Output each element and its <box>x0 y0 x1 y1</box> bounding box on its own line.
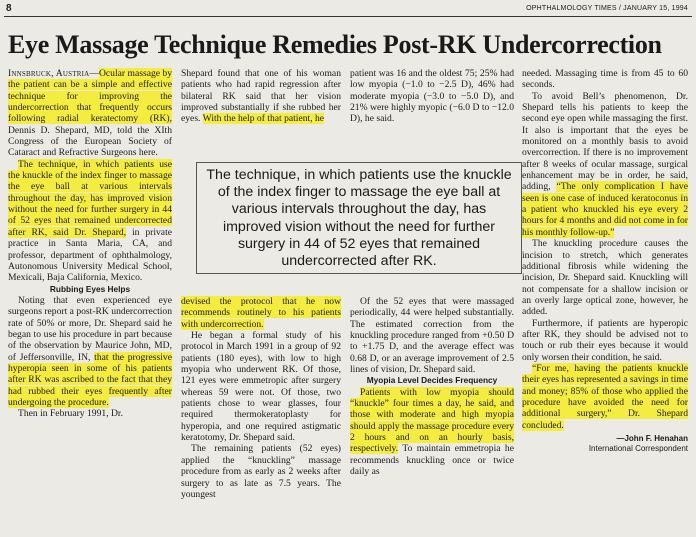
dateline: Innsbruck, Austria <box>8 68 90 79</box>
byline <box>522 434 688 454</box>
paragraph: Then in February 1991, Dr. <box>18 408 123 420</box>
byline-author: —John F. Henahan <box>616 434 688 443</box>
highlighted-text: devised the protocol that he now recommends routinely to his patients with undercorrection. <box>181 296 341 330</box>
paragraph <box>181 296 341 330</box>
highlighted-text: With the help of that patient, he <box>202 113 325 125</box>
highlighted-text: “The only complication I have seen is one case of induced keratoconus in a patient who knuckled his eye every 2 hours for 4 months and did not come in for his monthly follow-up.” <box>522 181 688 238</box>
publication-line: OPHTHALMOLOGY TIMES / JANUARY 15, 1994 <box>526 5 688 12</box>
paragraph <box>350 387 514 478</box>
paragraph <box>8 159 172 284</box>
paragraph-text: in private practice in Santa Maria, CA, and professor, department of ophthalmology, Autonomous University Medical School, Mexicali, Baja California, Mexico. <box>8 226 172 284</box>
paragraph <box>522 363 688 431</box>
paragraph: Of the 52 eyes that were massaged periodically, 44 were helped substantially. The estimated correction from the knuckling procedure ranged from +0.50 D to +1.75 D, and the average effect was 0.68 D, or an average improvement of 2.5 lines of vision, Dr. Shepard said. <box>350 296 514 376</box>
paragraph-text: Shepard found that one of his woman patients who had rapid regression after bilateral RK said that her vision improved substantially if she rubbed her eyes. <box>181 68 341 125</box>
paragraph: patient was 16 and the oldest 75; 25% had low myopia (−1.0 to −2.5 D), 46% had moderate myopia (−3.0 to −5.0 D), and 21% were highly myopic (−6.0 D to −12.0 D), he said. <box>350 68 514 125</box>
highlighted-text: Ocular massage by the patient can be a simple and effective technique for improving the undercorrection that frequently occurs following radial keratectomy (RK), <box>8 68 172 125</box>
paragraph-text: Dennis D. Shepard, MD, told the XIth Congress of the European Society of Cataract and Refractive Surgeons here. <box>8 124 172 159</box>
subhead-rubbing-eyes: Rubbing Eyes Helps <box>49 283 131 294</box>
highlighted-text: “For me, having the patients knuckle their eyes has represented a savings in time and money; 85% of those who applied the procedure have avoided the need for additional surgery,” Dr. Shepard concluded. <box>522 362 688 431</box>
column-4 <box>522 68 688 534</box>
paragraph-text: Noting that even experienced eye surgeons report a post-RK undercorrection rate of 50% or more, Dr. Shepard said he began to use his procedure in part because of the observation by Maurice John, MD, of Jeffersonville, IN, <box>8 294 172 363</box>
column-2-continued <box>181 296 341 532</box>
byline-title: International Correspondent <box>588 444 688 453</box>
column-3 <box>350 68 514 156</box>
paragraph: needed. Massaging time is from 45 to 60 seconds. <box>522 68 688 91</box>
paragraph <box>522 91 688 238</box>
paragraph: The knuckling procedure causes the incision to stretch, which generates additional fibrosis while widening the incision, Dr. Shepard said. Knuckling will not compensate for a shallow incision or an overly large optical zone, however, he added. <box>522 238 688 318</box>
paragraph: The remaining patients (52 eyes) applied the “knuckling” massage procedure from as early as 2 weeks after surgery to as late as 7.5 years. The youngest <box>181 443 341 500</box>
paragraph-text: To maintain emmetropia he recommends knuckling once or twice daily as <box>350 443 514 478</box>
column-2 <box>181 68 341 156</box>
paragraph-text: To avoid Bell’s phenomenon, Dr. Shepard tells his patients to keep the second eye open while massaging the first. It also is important that the eyes be monitored on a monthly basis to avoid overcorrection. If there is no improvement after 8 weeks of ocular massage, surgical enhancement may be in order, he said, adding, <box>522 90 688 193</box>
lede-paragraph <box>8 68 172 159</box>
pull-quote: The technique, in which patients use the knuckle of the index finger to massage the eye ball at various intervals throughout the day, has improved vision without the need for further surgery in 44 of 52 eyes that remained undercorrected after RK. <box>196 162 522 274</box>
page-number: 8 <box>6 3 12 14</box>
paragraph <box>181 68 341 125</box>
header-rule <box>4 16 692 17</box>
highlighted-text: Patients with low myopia should “knuckle” four times a day, he said, and those with moderate and high myopia should apply the massage procedure every 2 hours and on an hourly basis, respectively. <box>350 386 514 455</box>
paragraph: He began a formal study of his protocol in March 1991 in a group of 92 patients (180 eyes), with low to high myopia who underwent RK. Of those, 121 eyes were emmetropic after surgery whereas 59 were not. Of those, two patients chose to wear glasses, four required thermokeratoplasty for hyperopia, and one required astigmatic keratotomy, Dr. Shepard said. <box>181 330 341 444</box>
subhead-myopia-level: Myopia Level Decides Frequency <box>366 375 498 386</box>
dateline-dash: — <box>89 68 99 79</box>
paragraph <box>8 295 172 408</box>
column-1 <box>8 68 172 532</box>
column-3-continued <box>350 296 514 532</box>
highlighted-text: that the progressive hyperopia seen in some of his patients after RK was ascribed to the fact that they had rubbed their eyes frequently after undergoing the procedure. <box>8 351 172 408</box>
highlighted-text: The technique, in which patients use the knuckle of the index finger to massage the eye ball at various intervals throughout the day, has improved vision without the need for further surgery in 44 of 52 eyes that remained undercorrected after RK, said Dr. Shepard, <box>8 158 172 238</box>
paragraph: Furthermore, if patients are hyperopic after RK, they should be advised not to touch or rub their eyes because it would only worsen their condition, he said. <box>522 317 688 363</box>
article-headline: Eye Massage Technique Remedies Post-RK Undercorrection <box>8 30 662 59</box>
